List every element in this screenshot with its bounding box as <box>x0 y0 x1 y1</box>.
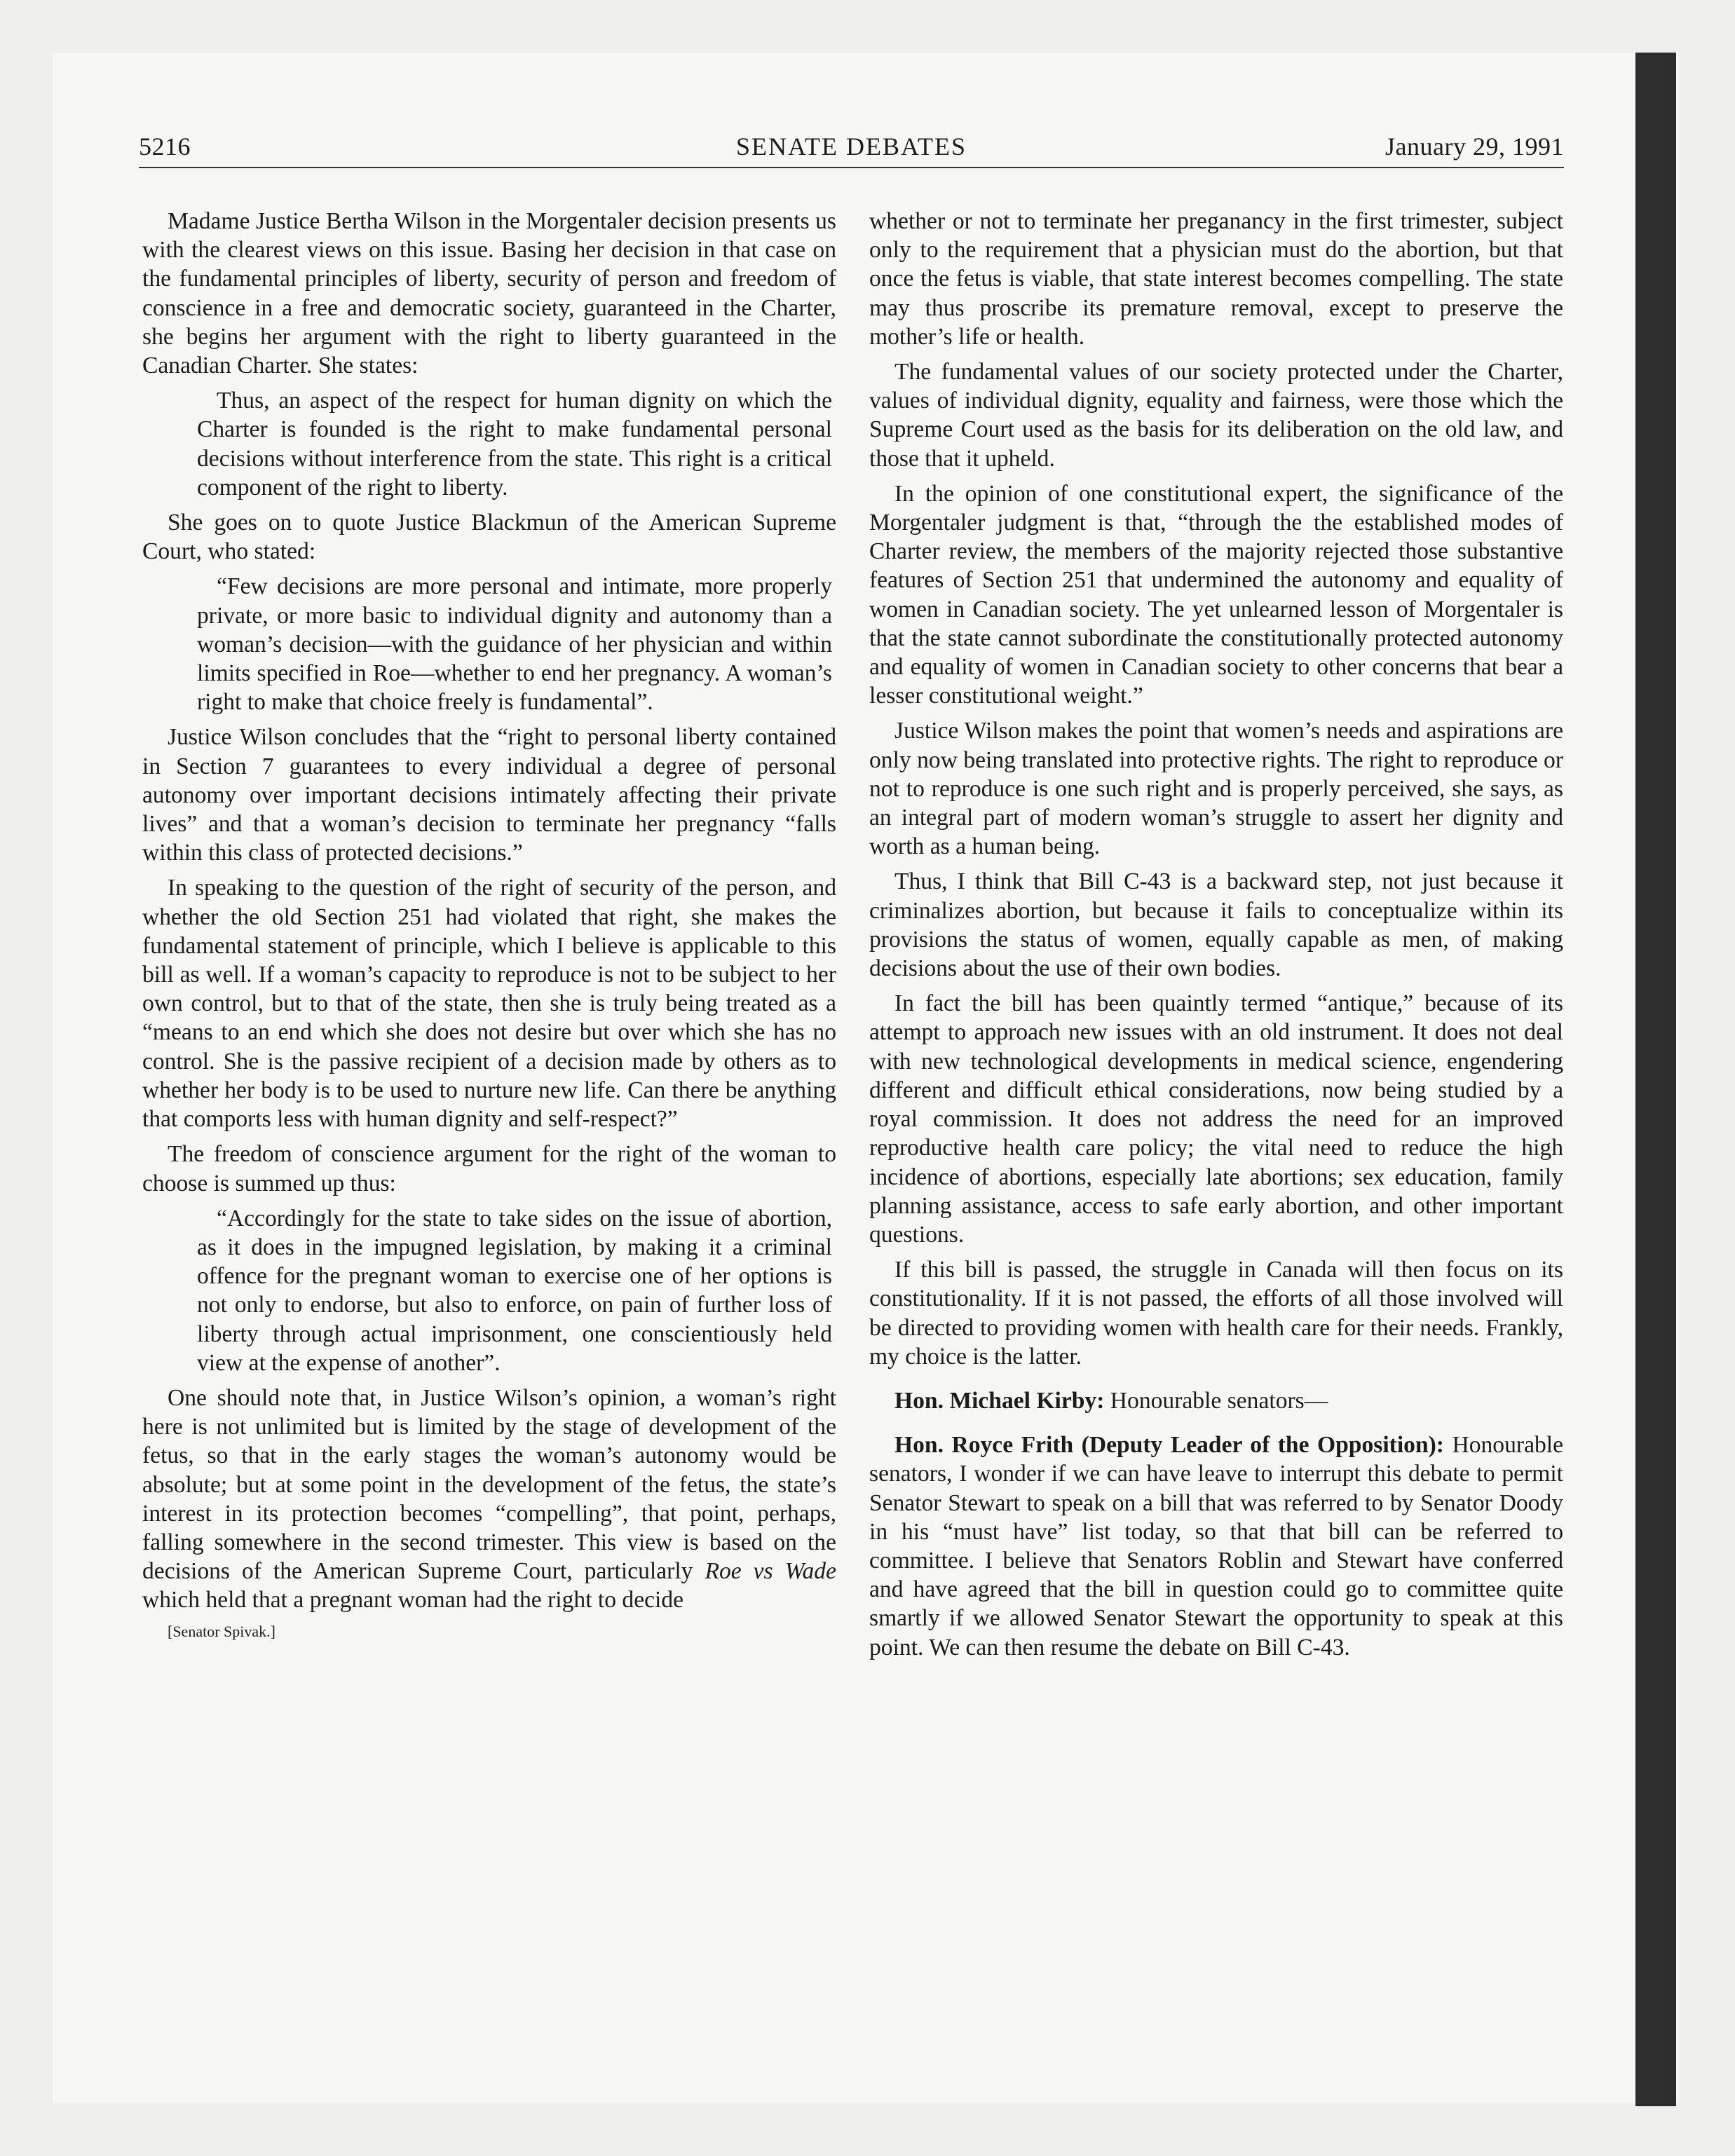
page-header <box>139 132 1564 167</box>
paragraph: In speaking to the question of the right of security of the person, and whether the old Section 251 had violated that right, she makes the fundamental statement of principle, which I believe is applicable to this bill as well. If a woman’s capacity to reproduce is not to be subject to her own control, but to that of the state, then she is truly being treated as a “means to an end which she does not desire but over which she has no control. She is the passive recipient of a decision made by others as to whether her body is to be used to nurture new life. Can there be anything that comports less with human dignity and self-respect?” <box>142 875 836 1133</box>
speaker-name: Hon. Michael Kirby: <box>894 1387 1105 1414</box>
paragraph <box>142 1384 836 1615</box>
speech-text: Honourable senators— <box>1110 1387 1328 1414</box>
speech-entry <box>869 1431 1563 1662</box>
paragraph: In the opinion of one constitutional expert, the significance of the Morgentaler judgment is that, “through the the established modes of Charter review, the members of the majority rejected those substantive features of Section 251 that undermined the autonomy and equality of women in Canadian society. The yet unlearned lesson of Morgentaler is that the state cannot subordinate the constitutionally protected autonomy and equality of women in Canadian society to other concerns that bear a lesser constitutional weight.” <box>869 480 1563 709</box>
speaker-name: Hon. Royce Frith (Deputy Leader of the Opposition): <box>894 1432 1444 1459</box>
paragraph: whether or not to terminate her preganancy in the first trimester, subject only to the requirement that a physician must do the abortion, but that once the fetus is viable, that state interest becomes compelling. The state may thus proscribe its premature removal, except to preserve the mother’s life or health. <box>869 208 1563 350</box>
speaker-note: [Senator Spivak.] <box>168 1622 275 1640</box>
speech-entry <box>869 1386 1563 1415</box>
case-citation: Roe vs Wade <box>705 1558 836 1585</box>
paragraph: The freedom of conscience argument for the right of the woman to choose is summed up thus: <box>142 1141 836 1196</box>
paragraph-text: One should note that, in Justice Wilson’s opinion, a woman’s right here is not unlimited but is limited by the stage of development of the fetus, so that in the early stages the woman’s autonomy would be absolute; but at some point in the development of the fetus, the state’s interest in its protection becomes “compelling”, that point, perhaps, falling somewhere in the second trimester. This view is based on the decisions of the American Supreme Court, particularly <box>142 1384 836 1585</box>
block-quote: Thus, an aspect of the respect for human dignity on which the Charter is founded is the right to make fundamental personal decisions without interference from the state. This right is a critical component of the right to liberty. <box>197 388 832 500</box>
header-rule <box>139 167 1564 168</box>
paragraph: Justice Wilson concludes that the “right to personal liberty contained in Section 7 guarantees to every individual a degree of personal autonomy over important decisions intimately affecting their private lives” and that a woman’s decision to terminate her pregnancy “falls within this class of protected decisions.” <box>142 724 836 866</box>
paragraph: The fundamental values of our society protected under the Charter, values of individual dignity, equality and fairness, were those which the Supreme Court used as the basis for its deliberation on the old law, and those that it upheld. <box>869 359 1563 472</box>
paragraph: Madame Justice Bertha Wilson in the Morgentaler decision presents us with the clearest views on this issue. Basing her decision in that case on the fundamental principles of liberty, security of person and freedom of conscience in a free and democratic society, guaranteed in the Charter, she begins her argument with the right to liberty guaranteed in the Canadian Charter. She states: <box>142 208 836 379</box>
paragraph: If this bill is passed, the struggle in Canada will then focus on its constitutionality. If it is not passed, the efforts of all those involved will be directed to providing women with health care for their needs. Frankly, my choice is the latter. <box>869 1257 1563 1370</box>
paragraph: Justice Wilson makes the point that women’s needs and aspirations are only now being translated into protective rights. The right to reproduce or not to reproduce is one such right and is properly perceived, she says, as an integral part of modern woman’s struggle to assert her dignity and worth as a human being. <box>869 718 1563 860</box>
speech-text: Honourable senators, I wonder if we can have leave to interrupt this debate to permit Senator Stewart to speak on a bill that was referred to by Senator Doody in his “must have” list today, so that that bill can be referred to committee. I believe that Senators Roblin and Stewart have conferred and have agreed that the bill in question could go to committee quite smartly if we allowed Senator Stewart the opportunity to speak at this point. We can then resume the debate on Bill C-43. <box>869 1432 1563 1660</box>
block-quote: “Accordingly for the state to take sides on the issue of abortion, as it does in the impugned legislation, by making it a criminal offence for the pregnant woman to exercise one of her options is not only to endorse, but also to enforce, on pain of further loss of liberty through actual imprisonment, one conscientiously held view at the expense of another”. <box>197 1205 832 1376</box>
left-column <box>142 207 836 1649</box>
block-quote: “Few decisions are more personal and intimate, more properly private, or more basic to individual dignity and autonomy than a woman’s decision—with the guidance of her physician and within limits specified in Roe—whether to end her pregnancy. A woman’s right to make that choice freely is fundamental”. <box>197 573 832 716</box>
paragraph: She goes on to quote Justice Blackmun of the American Supreme Court, who stated: <box>142 510 836 565</box>
paragraph: Thus, I think that Bill C-43 is a backward step, not just because it criminalizes abortion, but because it fails to conceptualize within its provisions the status of women, equally capable as men, of making decisions about the use of their own bodies. <box>869 868 1563 982</box>
paragraph: In fact the bill has been quaintly termed “antique,” because of its attempt to approach new issues with an old instrument. It does not deal with new technological developments in medical science, engendering different and difficult ethical considerations, now being studied by a royal commission. It does not address the need for an improved reproductive health care policy; the vital need to reduce the high incidence of abortions, especially late abortions; sex education, family planning assistance, access to safe early abortion, and other important questions. <box>869 990 1563 1248</box>
paragraph-text: which held that a pregnant woman had the right to decide <box>142 1587 684 1613</box>
page-date: January 29, 1991 <box>1385 132 1564 161</box>
publication-title: SENATE DEBATES <box>735 132 967 161</box>
right-column <box>869 207 1563 1677</box>
page-number: 5216 <box>139 132 191 161</box>
scan-edge <box>1635 53 1676 2106</box>
